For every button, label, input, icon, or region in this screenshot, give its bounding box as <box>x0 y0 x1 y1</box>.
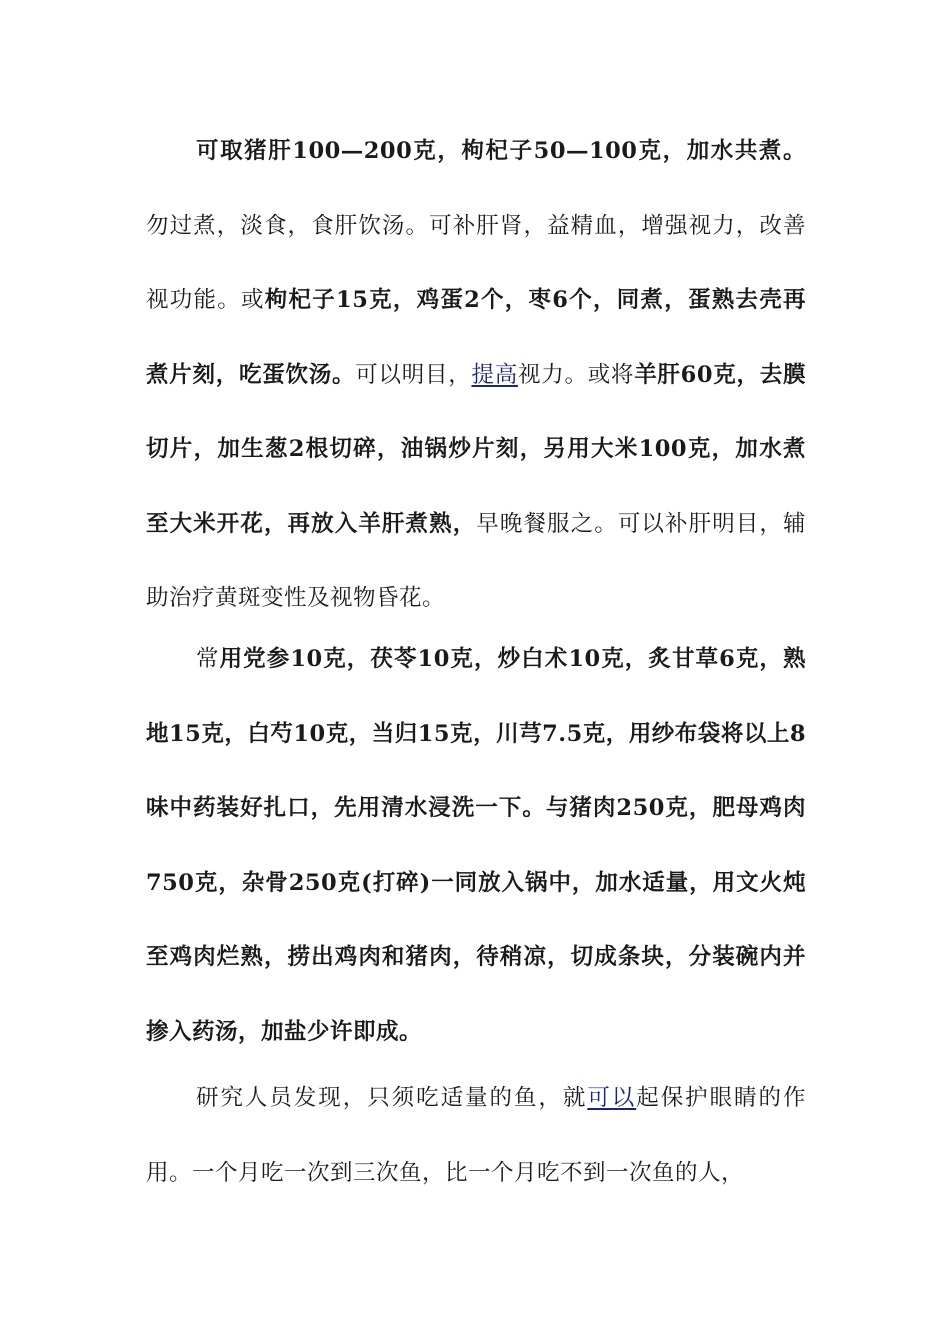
text-regular: 常 <box>196 646 220 672</box>
paragraph-herbal-chicken-recipe <box>146 622 806 1069</box>
text-regular: 起保护眼睛的作用。一个月吃一次到三次鱼，比一个月吃不到一次鱼的人， <box>146 1085 806 1186</box>
text-regular: 早晚餐服之。可以补肝明目，辅助治疗黄斑变性及视物昏花。 <box>146 510 806 611</box>
link-keyi[interactable]: 可以 <box>587 1085 637 1111</box>
text-regular: 研究人员发现，只须吃适量的鱼，就 <box>196 1085 588 1111</box>
link-tigao[interactable]: 提高 <box>471 361 518 388</box>
text-bold: 羊肝60克，去膜切片，加生葱2根切碎，油锅炒片刻，另用大米100克，加水煮至大米开花，再放入羊肝煮熟， <box>146 361 806 537</box>
text-regular: 视力。或将 <box>517 361 635 388</box>
text-bold: 枸杞子15克，鸡蛋2个，枣6个，同煮，蛋熟去壳再煮片刻，吃蛋饮汤。 <box>146 287 806 388</box>
paragraph-pig-liver-recipe <box>146 114 806 636</box>
text-regular: 可以明目， <box>355 361 472 388</box>
text-bold: 可取猪肝100—200克，枸杞子50—100克，加水共煮。 <box>196 138 806 164</box>
text-bold: 用党参10克，茯苓10克，炒白术10克，炙甘草6克，熟地15克，白芍10克，当归15克，川芎7.5克，用纱布袋将以上8味中药装好扎口，先用清水浸洗一下。与猪肉250克，肥母鸡肉750克，杂骨250克(打碎)一同放入锅中，加水适量，用文火炖至鸡肉烂熟，捞出鸡肉和猪肉，待稍凉，切成条块，分装碗内并掺入药汤，加盐少许即成。 <box>146 646 806 1045</box>
paragraph-fish-research <box>146 1061 806 1210</box>
text-regular: 勿过煮，淡食，食肝饮汤。可补肝肾，益精血，增强视力，改善视功能。或 <box>146 212 806 313</box>
